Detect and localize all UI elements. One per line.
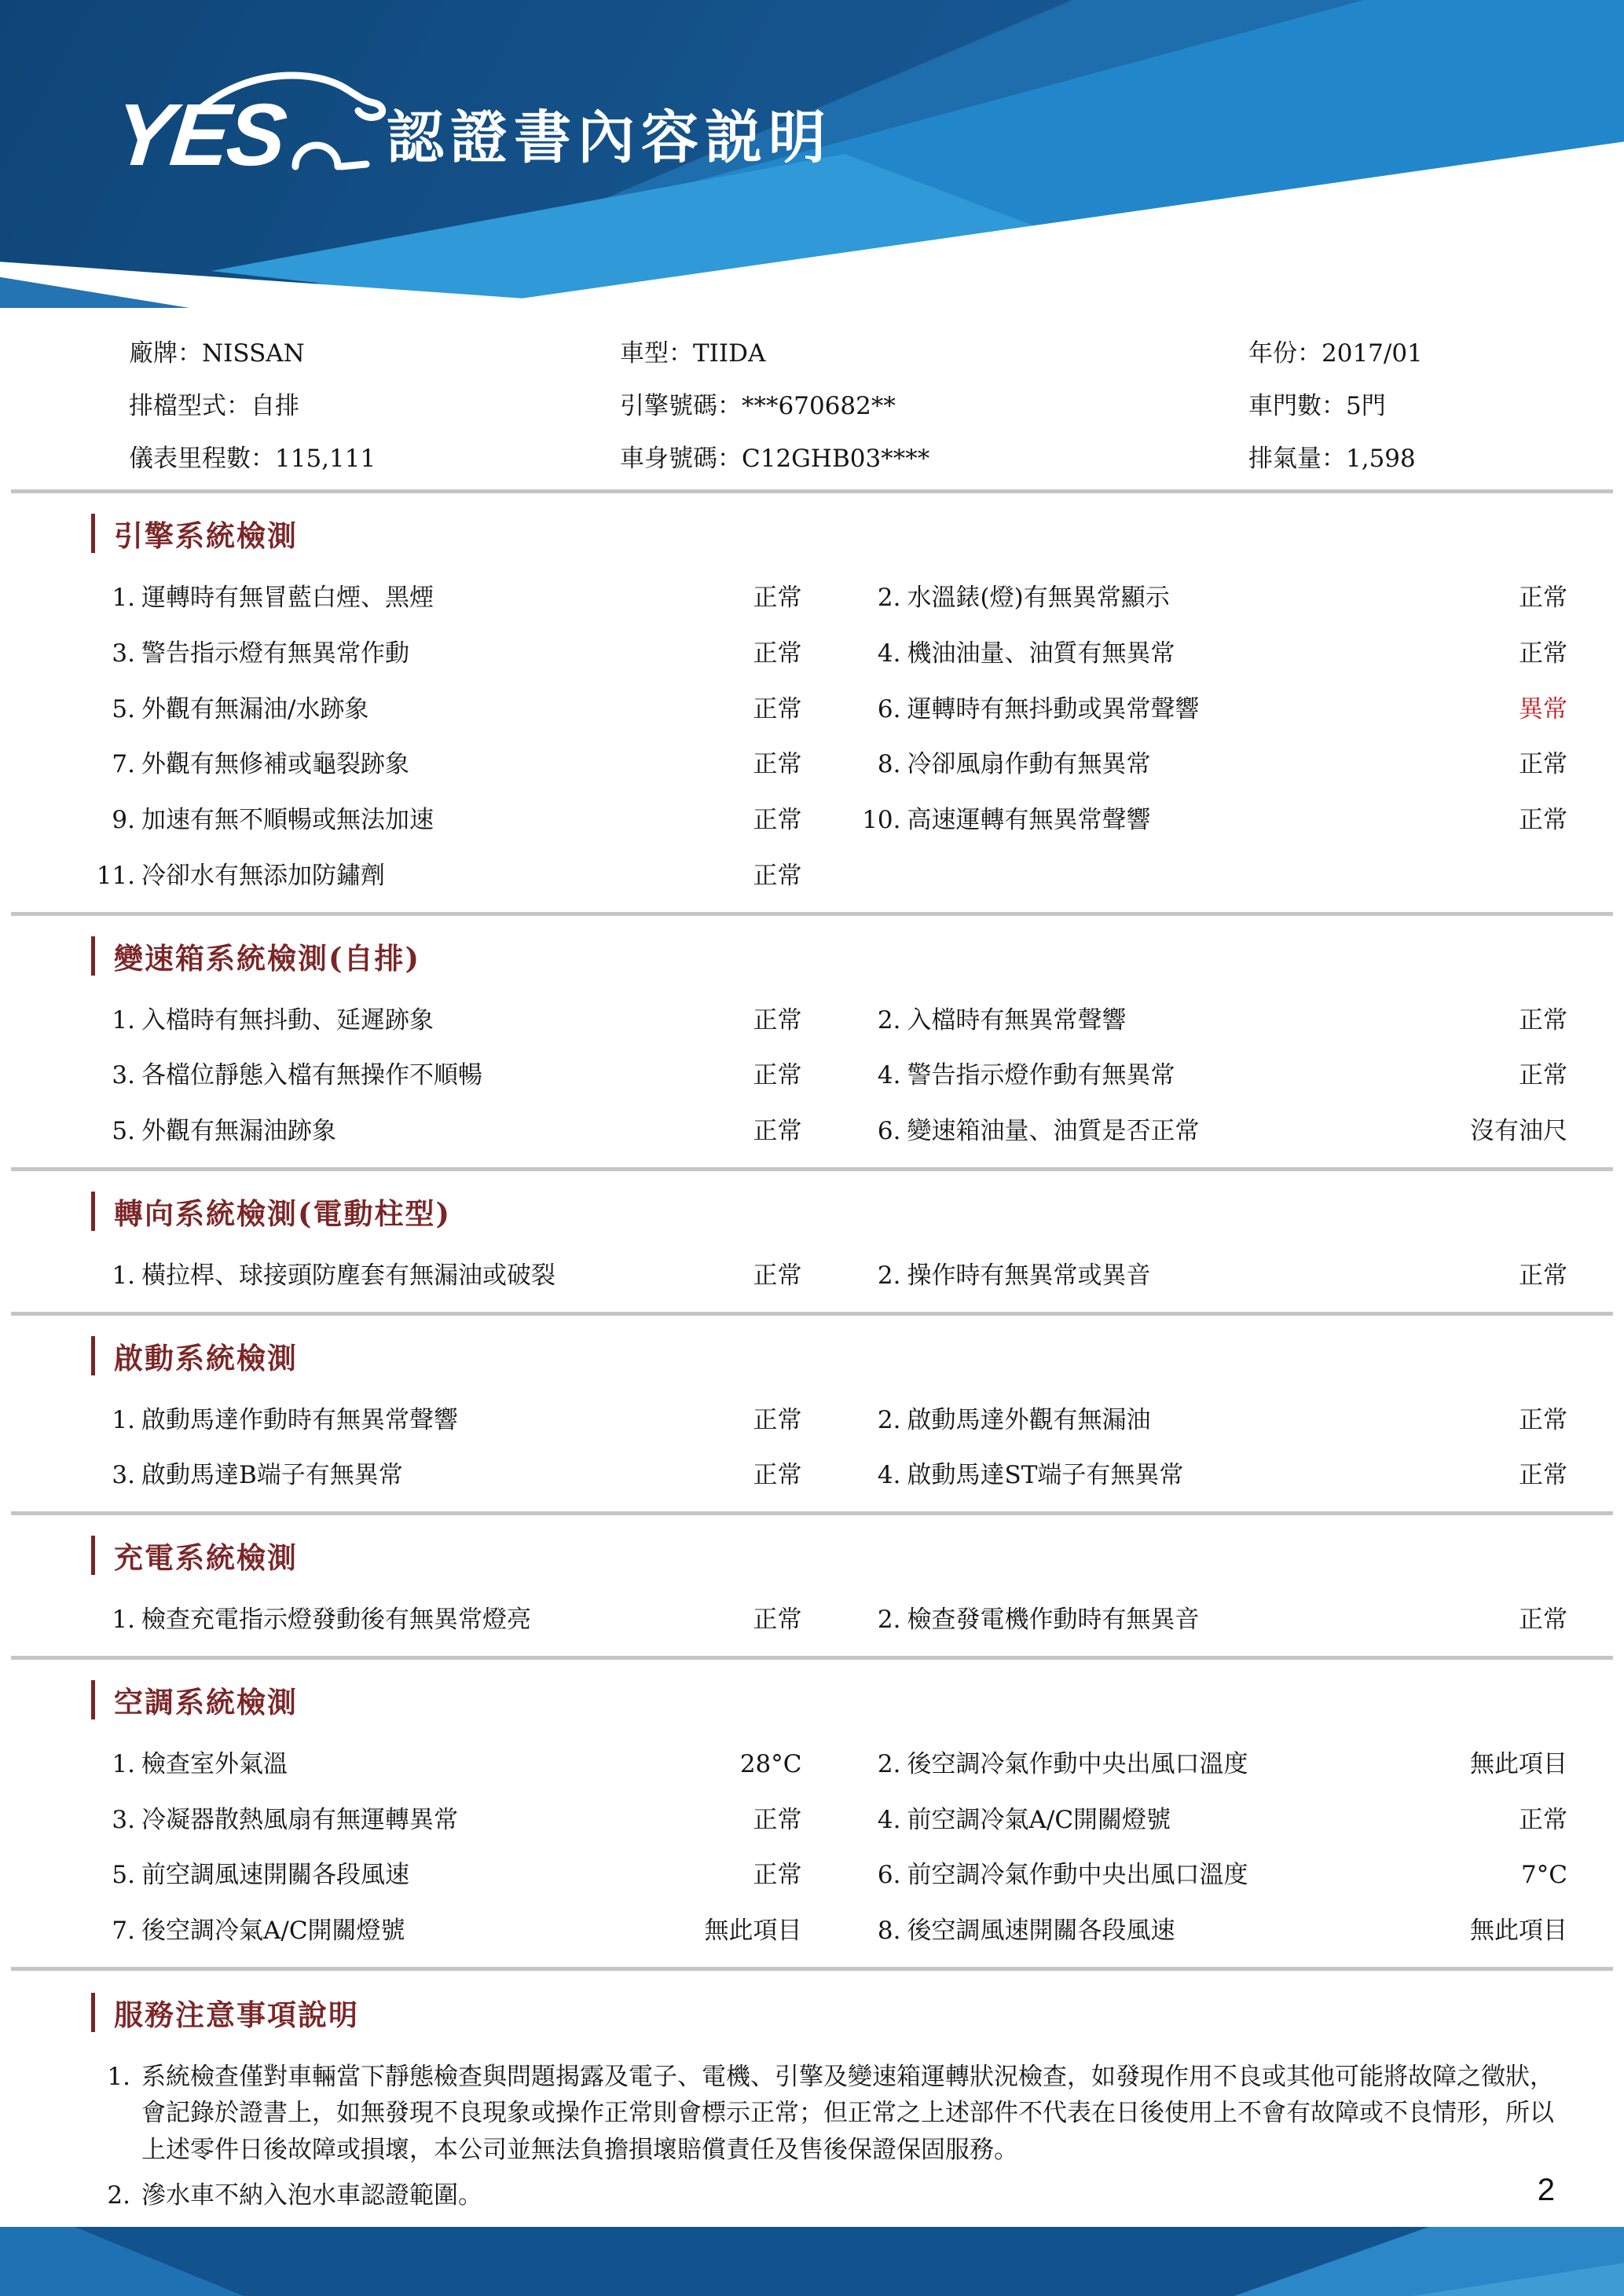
inspection-item [91,1405,802,1436]
item-status: 正常 [753,806,802,834]
inspection-section [0,493,1624,912]
item-number: 1. [112,1005,135,1034]
notes-section [0,1971,1624,2258]
inspection-item [857,1460,1568,1491]
item-label: 外觀有無漏油跡象 [141,1117,336,1145]
inspection-section [0,916,1624,1167]
item-label: 後空調冷氣A/C開關燈號 [141,1917,405,1945]
item-label: 後空調冷氣作動中央出風口溫度 [907,1749,1248,1778]
section-title: 轉向系統檢測(電動柱型) [114,1196,452,1231]
inspection-item [857,1605,1568,1635]
inspection-item [91,1005,802,1036]
inspection-items [91,1405,1567,1492]
item-number: 3. [112,1805,135,1834]
item-label: 啟動馬達作動時有無異常聲響 [141,1405,458,1434]
item-status: 正常 [1519,1461,1567,1490]
inspection-item [91,1116,802,1147]
info-label: 排氣量： [1248,445,1346,473]
section-title-row [91,1679,1567,1721]
info-value: 115,111 [275,445,376,473]
item-label: 前空調冷氣A/C開關燈號 [907,1805,1171,1834]
info-label: 年份： [1248,339,1322,368]
item-label: 運轉時有無冒藍白煙、黑煙 [141,584,434,612]
inspection-items [91,1605,1567,1635]
item-number: 5. [112,1117,135,1145]
item-number: 6. [877,1117,901,1145]
note-text: 滲水車不納入泡水車認證範圍。 [141,2181,482,2210]
info-value: ***670682** [742,392,896,420]
item-number: 6. [877,1861,901,1890]
item-status: 無此項目 [704,1917,802,1945]
section-title-row [91,1534,1567,1576]
inspection-item [91,1749,802,1780]
item-label: 運轉時有無抖動或異常聲響 [907,694,1200,723]
inspection-item [91,639,802,669]
item-status: 正常 [753,1261,802,1290]
inspection-section [0,1515,1624,1656]
section-title-row [91,1190,1567,1232]
item-status: 沒有油尺 [1470,1117,1567,1145]
info-field [1248,333,1577,368]
inspection-item [91,1261,802,1291]
item-number: 1. [112,1606,135,1634]
item-number: 6. [877,694,901,723]
inspection-items [91,1749,1567,1946]
inspection-item [91,861,802,892]
item-status: 無此項目 [1470,1749,1567,1778]
inspection-item [857,1261,1568,1291]
item-label: 前空調風速開關各段風速 [141,1861,409,1890]
logo-text: YES [109,86,289,184]
inspection-item [857,1405,1568,1436]
item-number: 4. [877,1061,901,1090]
item-number: 1. [112,1405,135,1434]
section-title: 變速箱系統檢測(自排) [114,940,421,976]
item-number: 5. [112,1861,135,1890]
item-number: 10. [862,806,901,834]
inspection-items [91,1261,1567,1291]
item-number: 11. [96,861,135,890]
inspection-item [91,694,802,725]
info-field [620,386,1248,421]
info-label: 車門數： [1248,392,1346,420]
inspection-item [91,583,802,613]
item-number: 3. [112,1461,135,1490]
inspection-item [857,1060,1568,1091]
item-label: 檢查充電指示燈發動後有無異常燈亮 [141,1606,531,1634]
inspection-item [91,749,802,780]
section-title: 空調系統檢測 [114,1684,298,1719]
inspection-sections [0,493,1624,1971]
section-accent-bar [91,1336,95,1375]
inspection-section [0,1316,1624,1512]
item-status: 正常 [753,1805,802,1834]
item-number: 2. [877,1261,901,1290]
page-title: 認證書內容説明 [387,104,832,171]
info-label: 排檔型式： [129,392,251,420]
info-label: 儀表里程數： [129,445,275,473]
info-value: 5門 [1346,392,1386,420]
section-accent-bar [91,936,95,976]
info-field [1248,438,1577,474]
item-status: 正常 [1519,1005,1567,1034]
item-status: 正常 [753,1461,802,1490]
item-status: 正常 [753,1005,802,1034]
item-status: 正常 [1519,1261,1567,1290]
item-status: 正常 [1519,584,1567,612]
info-label: 引擎號碼： [620,392,742,420]
info-field [129,438,620,474]
inspection-item [91,1805,802,1836]
note-item [91,2059,1567,2169]
inspection-item [91,1916,802,1946]
inspection-item [91,1060,802,1091]
item-number: 4. [877,639,901,668]
item-label: 水溫錶(燈)有無異常顯示 [907,584,1170,612]
info-field [129,333,620,368]
item-label: 檢查發電機作動時有無異音 [907,1606,1200,1634]
inspection-item [91,1460,802,1491]
item-label: 機油油量、油質有無異常 [907,639,1175,668]
section-accent-bar [91,1993,95,2032]
note-text: 系統檢查僅對車輛當下靜態檢查與問題揭露及電子、電機、引擎及變速箱運轉狀況檢查，如發現作用不良或其他可能將故障之徵狀，會記錄於證書上，如無發現不良現象或操作正常則會標示正常；但正常之上述部件不代表在日後使用上不會有故障或不良情形，所以上述零件日後故障或損壞，本公司並無法負擔損壞賠償責任及售後保證保固服務。 [141,2062,1554,2164]
section-title-row [91,935,1567,977]
yes-logo [109,66,382,184]
inspection-item [91,1605,802,1635]
item-label: 入檔時有無異常聲響 [907,1005,1127,1034]
item-number: 3. [112,639,135,668]
inspection-section [0,1660,1624,1967]
item-status: 正常 [753,1405,802,1434]
item-label: 警告指示燈有無異常作動 [141,639,409,668]
item-label: 高速運轉有無異常聲響 [907,806,1151,834]
info-label: 車型： [620,339,693,368]
item-label: 後空調風速開關各段風速 [907,1917,1175,1945]
item-number: 2. [877,1405,901,1434]
item-label: 冷凝器散熱風扇有無運轉異常 [141,1805,458,1834]
inspection-items [91,583,1567,892]
item-label: 變速箱油量、油質是否正常 [907,1117,1200,1145]
item-status: 無此項目 [1470,1917,1567,1945]
info-field [620,438,1248,474]
item-label: 冷卻水有無添加防鏽劑 [141,861,385,890]
item-number: 2. [877,1606,901,1634]
item-number: 1. [112,1261,135,1290]
note-number: 2. [107,2181,130,2210]
inspection-section [0,1171,1624,1312]
info-value: 自排 [251,392,299,420]
section-accent-bar [91,1680,95,1719]
item-status: 28°C [739,1749,802,1778]
page-header [0,0,1624,308]
section-title: 啟動系統檢測 [114,1340,298,1375]
item-status: 正常 [1519,806,1567,834]
inspection-item [91,1860,802,1891]
section-accent-bar [91,1192,95,1231]
item-status: 正常 [753,750,802,779]
item-status: 正常 [1519,1805,1567,1834]
info-value: 2017/01 [1322,339,1423,368]
item-status: 正常 [753,694,802,723]
item-label: 外觀有無修補或龜裂跡象 [141,750,409,779]
info-value: NISSAN [202,339,305,368]
inspection-item [857,639,1568,669]
item-status: 正常 [753,639,802,668]
section-title: 充電系統檢測 [114,1540,298,1575]
inspection-item [857,1005,1568,1036]
item-label: 啟動馬達外觀有無漏油 [907,1405,1151,1434]
section-title-row [91,512,1567,555]
item-label: 警告指示燈作動有無異常 [907,1061,1175,1090]
note-number: 1. [107,2062,130,2091]
item-label: 外觀有無漏油/水跡象 [141,694,369,723]
item-status: 正常 [753,584,802,612]
info-label: 車身號碼： [620,445,742,473]
item-status: 異常 [1519,694,1567,723]
note-item [91,2177,1567,2214]
page-footer [0,2227,1624,2296]
inspection-item [91,805,802,836]
item-number: 4. [877,1805,901,1834]
item-number: 2. [877,1005,901,1034]
item-status: 正常 [753,1606,802,1634]
inspection-item [857,1916,1568,1946]
item-status: 正常 [1519,1061,1567,1090]
page-number: 2 [1537,2173,1555,2207]
section-title-row [91,1335,1567,1377]
inspection-items [91,1005,1567,1147]
item-status: 正常 [1519,1405,1567,1434]
item-number: 8. [877,1917,901,1945]
info-field [1248,386,1577,421]
item-label: 檢查室外氣溫 [141,1749,288,1778]
item-label: 各檔位靜態入檔有無操作不順暢 [141,1061,482,1090]
section-accent-bar [91,514,95,553]
item-status: 正常 [1519,750,1567,779]
item-number: 8. [877,750,901,779]
item-label: 加速有無不順暢或無法加速 [141,806,434,834]
item-number: 2. [877,584,901,612]
item-label: 冷卻風扇作動有無異常 [907,750,1151,779]
item-number: 4. [877,1461,901,1490]
item-number: 2. [877,1749,901,1778]
brand-area [0,0,1624,308]
inspection-item [857,805,1568,836]
inspection-item [857,1749,1568,1780]
inspection-item [857,1805,1568,1836]
item-number: 5. [112,694,135,723]
item-status: 正常 [753,1117,802,1145]
item-number: 9. [112,806,135,834]
item-status: 正常 [753,861,802,890]
section-title: 引擎系統檢測 [114,518,298,553]
notes-title: 服務注意事項說明 [114,1997,359,2032]
item-number: 3. [112,1061,135,1090]
info-value: C12GHB03**** [742,445,930,473]
item-label: 前空調冷氣作動中央出風口溫度 [907,1861,1248,1890]
inspection-item [857,749,1568,780]
info-field [129,386,620,421]
item-status: 正常 [753,1861,802,1890]
item-status: 7°C [1521,1861,1567,1890]
item-label: 啟動馬達ST端子有無異常 [907,1461,1184,1490]
inspection-item [857,1116,1568,1147]
section-accent-bar [91,1536,95,1575]
info-field [620,333,1248,368]
item-number: 1. [112,584,135,612]
item-label: 操作時有無異常或異音 [907,1261,1151,1290]
info-value: TIIDA [693,339,766,368]
item-number: 7. [112,1917,135,1945]
item-status: 正常 [753,1061,802,1090]
inspection-item [857,583,1568,613]
inspection-item [857,1860,1568,1891]
item-status: 正常 [1519,1606,1567,1634]
car-outline-icon [193,57,390,187]
item-label: 啟動馬達B端子有無異常 [141,1461,403,1490]
item-number: 7. [112,750,135,779]
inspection-item [857,694,1568,725]
item-label: 橫拉桿、球接頭防塵套有無漏油或破裂 [141,1261,555,1290]
item-label: 入檔時有無抖動、延遲跡象 [141,1005,434,1034]
notes-title-row [91,1991,1567,2034]
info-value: 1,598 [1346,445,1416,473]
info-label: 廠牌： [129,339,202,368]
item-status: 正常 [1519,639,1567,668]
item-number: 1. [112,1749,135,1778]
